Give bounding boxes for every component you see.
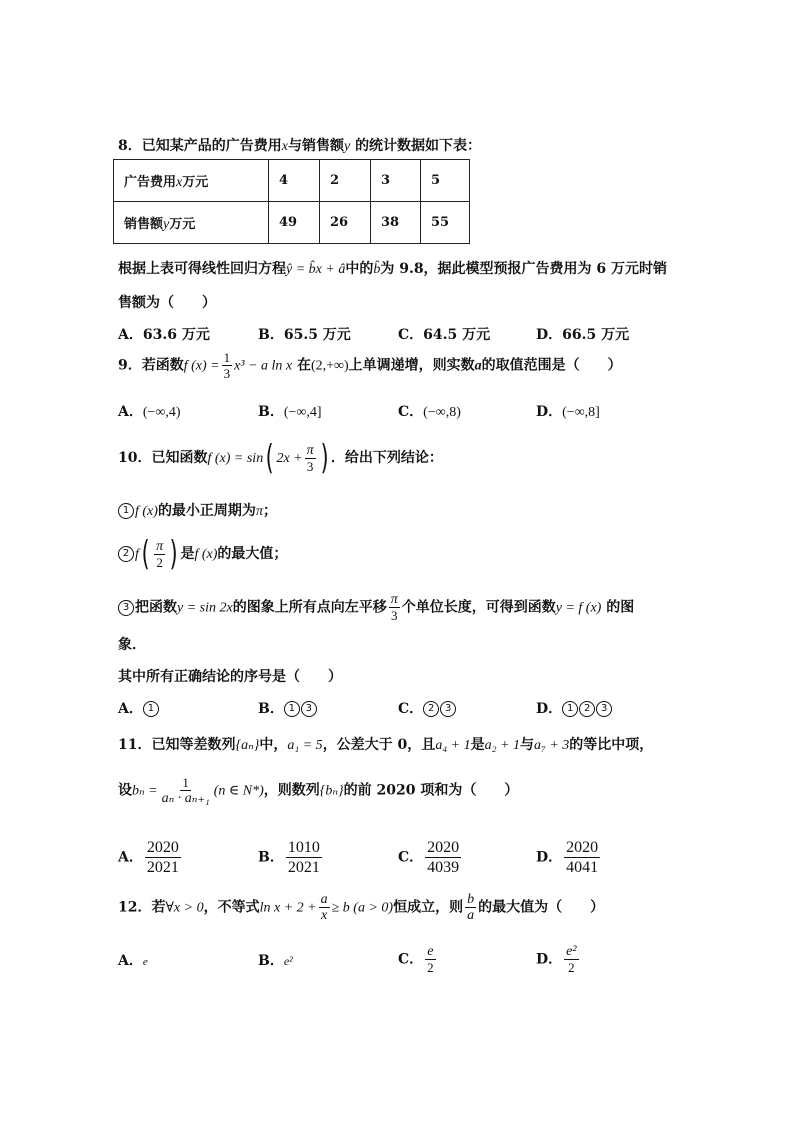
var-x: x <box>281 139 288 154</box>
q8-stem-text: 8．已知某产品的广告费用 <box>118 138 282 154</box>
sequence-a: {aₙ} <box>235 738 260 753</box>
function-def: f (x) = <box>183 358 220 374</box>
fraction: $\frac{\pi}{3}$ <box>306 442 314 474</box>
q10-conclusion-3: 3 把函数y = sin 2x的图象上所有点向左平移 $\frac{\pi}{3}$ 个单位长度，可得到函数y = f (x) 的图 <box>118 592 634 623</box>
table-cell: 38 <box>371 202 421 244</box>
table-cell: 26 <box>320 202 371 244</box>
q8-option-d: D．66.5 万元 <box>536 327 630 343</box>
function-def: x³ − a ln x <box>234 358 293 374</box>
q10-option-c: C． 2 3 <box>398 698 457 718</box>
table-row <box>114 160 470 202</box>
fraction: $\frac{\pi}{2}$ <box>156 538 164 570</box>
q8-option-a: A．63.6 万元 <box>118 327 210 343</box>
b-hat: b̂ <box>373 262 381 277</box>
q11-line2: 设bₙ = $\frac{1}{\text{aₙ · aₙ₊₁}}$ (n ∈ N*)，则数列{bₙ}的前 2020 项和为（ ） <box>118 775 519 806</box>
interval: (2,+∞) <box>310 358 349 374</box>
q8-stem-text: 的统计数据如下表： <box>355 138 482 154</box>
circled-number: 1 <box>118 503 134 519</box>
q12-option-b: B．e² <box>258 953 293 969</box>
table-cell: 5 <box>421 160 470 202</box>
table-cell: 2 <box>320 160 371 202</box>
q12-stem: 12．若∀x > 0，不等式ln x + 2 + $\frac{a}{x}$ ≥ b (a > 0)恒成立，则 $\frac{b}{a}$ 的最大值为（ ） <box>118 892 605 923</box>
q9-option-d: D．(−∞,8] <box>536 404 600 420</box>
q8-body-line1: 根据上表可得线性回归方程ŷ = b̂x + â中的b̂为 9.8，据此模型预报广告费用为 6 万元时销 <box>118 261 668 277</box>
q12-option-a: A．e <box>118 953 148 969</box>
q8-data-table <box>113 159 470 244</box>
table-cell: 49 <box>269 202 320 244</box>
q11-option-b: B． $\frac{1010}{2021}$ <box>258 839 320 876</box>
row-header: 广告费用x万元 <box>114 160 269 202</box>
table-cell: 55 <box>421 202 470 244</box>
circled-number: 2 <box>118 546 134 562</box>
table-cell: 4 <box>269 160 320 202</box>
q8-option-c: C．64.5 万元 <box>398 327 491 343</box>
fraction: $\frac{\pi}{3}$ <box>390 592 398 623</box>
fraction: $\frac{a}{x}$ <box>320 892 328 923</box>
q10-stem: 10．已知函数f (x) = sin( 2x + $\frac{\pi}{3}$ ) ．给出下列结论： <box>118 438 443 478</box>
q9-option-c: C．(−∞,8) <box>398 404 461 420</box>
q10-question: 其中所有正确结论的序号是（ ） <box>118 669 342 685</box>
q8-body-line2: 售额为（ ） <box>118 295 216 311</box>
q9-option-b: B．(−∞,4] <box>258 404 322 420</box>
circled-number: 3 <box>118 600 134 616</box>
fraction: $\frac{1}{3}$ <box>223 350 231 381</box>
q10-conclusion-2: 2 f( $\frac{\pi}{2}$ ) 是f (x)的最大值； <box>118 537 287 571</box>
q12-option-c: C． $\frac{e}{2}$ <box>398 944 434 975</box>
q10-conclusion-1: 1 f (x)的最小正周期为π； <box>118 500 277 520</box>
q8-stem-text: 与销售额 <box>287 138 344 154</box>
q10-conclusion-3-end: 象． <box>118 637 146 653</box>
q10-option-d: D． 1 2 3 <box>536 698 613 718</box>
regression-equation: ŷ = b̂x + â <box>286 262 346 277</box>
q10-option-b: B． 1 3 <box>258 698 318 718</box>
fraction: $\frac{b}{a}$ <box>467 892 475 923</box>
q9-option-a: A．(−∞,4) <box>118 404 181 420</box>
q11-option-d: D． $\frac{2020}{4041}$ <box>536 839 599 876</box>
function-def: f (x) = sin <box>207 451 264 466</box>
table-cell: 3 <box>371 160 421 202</box>
table-row <box>114 202 470 244</box>
fraction: $\frac{1}{\text{aₙ · aₙ₊₁}}$ <box>161 775 210 806</box>
row-header: 销售额y万元 <box>114 202 269 244</box>
var-y: y <box>343 139 351 154</box>
q9-stem: 9．若函数f (x) = $\frac{1}{3}$ x³ − a ln x 在(2,+∞)上单调递增，则实数a的取值范围是（ ） <box>118 350 622 381</box>
q12-option-d: D． $\frac{\text{e²}}{2}$ <box>536 944 577 975</box>
q8-stem <box>118 135 481 155</box>
q11-stem: 11．已知等差数列{aₙ}中，a₁ = 5，公差大于 0，且a₄ + 1是a₂ + 1与a₇ + 3的等比中项， <box>118 737 654 753</box>
q8-option-b: B．65.5 万元 <box>258 327 351 343</box>
q11-option-c: C． $\frac{2020}{4039}$ <box>398 839 460 876</box>
q11-option-a: A． $\frac{2020}{2021}$ <box>118 839 179 876</box>
q10-option-a: A． 1 <box>118 698 160 718</box>
